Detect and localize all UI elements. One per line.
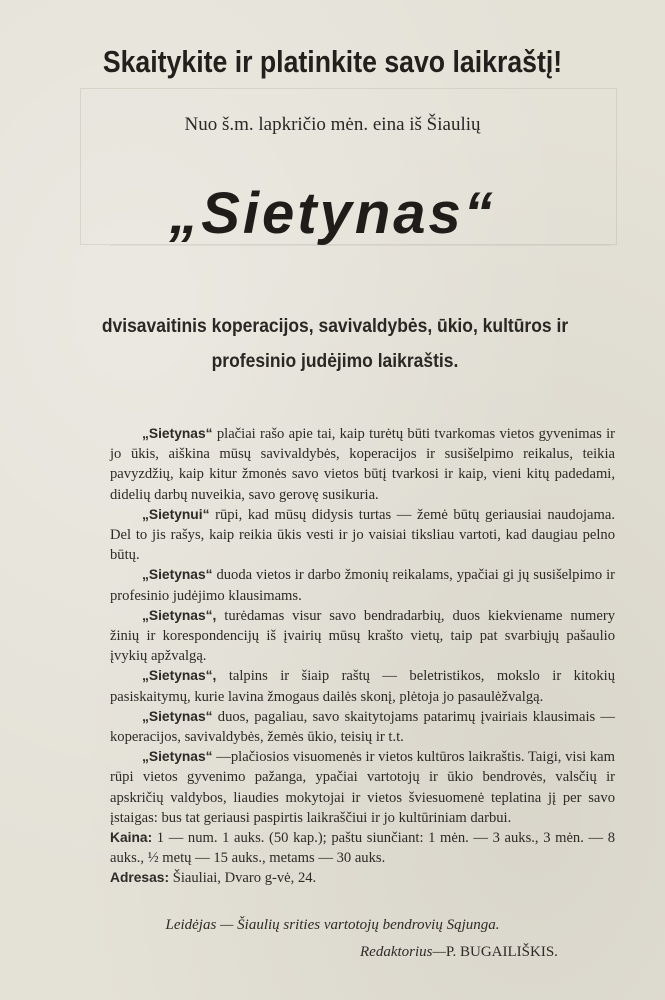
publisher-line: Leidėjas — Šiaulių srities vartotojų bendrovių Sąjunga. — [165, 917, 500, 933]
body-text — [110, 424, 615, 889]
paragraph-text: rūpi, kad mūsų didysis turtas — žemė būtų geriausiai naudojama. Del to jis rašys, kaip reikia ūkis vesti ir jo vaisiai tiksliau vartoti, kad daugiau pelno būtų. — [110, 506, 615, 564]
tagline: dvisavaitinis koperacijos, savivaldybės, ūkio, kultūros ir profesinio judėjimo laikraštis. — [101, 316, 569, 372]
paragraph — [110, 505, 615, 566]
paragraph-lead: „Sietynas“ — [142, 426, 213, 441]
paragraph-text: turėdamas visur savo bendradarbių, duos kiekviename numery žinių ir korespondencijų iš įvairių mūsų krašto vietų, taip pat svarbiųjų pašaulio įvykių apžvalgą. — [110, 607, 615, 665]
paragraph — [110, 424, 615, 505]
price-text: 1 — num. 1 auks. (50 kap.); paštu siunčiant: 1 mėn. — 3 auks., 3 mėn. — 8 auks., ½ metų — 15 auks., metams — 30 auks. — [110, 830, 615, 867]
address-text: Šiauliai, Dvaro g-vė, 24. — [169, 870, 317, 887]
subline: Nuo š.m. lapkričio mėn. eina iš Šiaulių — [184, 114, 481, 135]
paragraph — [110, 565, 615, 605]
paragraph-lead: „Sietynas“ — [142, 708, 213, 724]
headline: Skaitykite ir platinkite savo laikraštį! — [102, 44, 563, 79]
paragraph-lead: „Sietynas“, — [142, 668, 217, 684]
paragraph — [110, 666, 615, 706]
address-info — [110, 868, 615, 888]
address-label: Adresas: — [110, 870, 170, 886]
paragraph-lead: „Sietynui“ — [142, 506, 210, 522]
paragraph-text: duos, pagaliau, savo skaitytojams patarimų įvairiais klausimais — koperacijos, savivaldybės, žemės ūkio, teisių ir t.t. — [110, 708, 615, 746]
paragraph-text: talpins ir šiaip raštų — beletristikos, mokslo ir kitokių pasiskaitymų, kurie lavina žmogaus dailės skonį, plėtoja jo pasaulėžvalgą. — [110, 668, 615, 705]
paragraph-text: duoda vietos ir darbo žmonių reikalams, ypačiai gi jų susišelpimo ir profesinio judėjimo klausimams. — [110, 567, 615, 604]
editor-role: Redaktorius— — [360, 944, 446, 960]
paragraph-text: plačiai rašo apie tai, kaip turėtų būti tvarkomas vietos gyvenimas ir jo ūkis, aiškina mūsų savivaldybės, koperacijos ir susišelpimo reikalus, teikia pavyzdžių, kaip kitur žmonės savo vietos būtį tvarkosi ir kaip, vieni kitų padedami, didelių darbų nuveikia, savo gerovę susikuria. — [110, 426, 615, 503]
paragraph-lead: „Sietynas“ — [142, 567, 213, 583]
price-label: Kaina: — [110, 830, 153, 846]
paragraph-lead: „Sietynas“ — [142, 749, 213, 765]
paragraph — [110, 747, 615, 828]
price-info — [110, 828, 615, 868]
paragraph — [110, 606, 615, 667]
paragraph-text: —plačiosios visuomenės ir vietos kultūros laikraštis. Taigi, visi kam rūpi vietos gyvenimo pažanga, ypačiai vartotojų ir ūkio bendrovės, valsčių ir apskričių valdybos, liaudies mokytojai ir vietos šviesuomenė teplatina jį per savo įstaigas: bus tat geriausi paspirtis laikraščiui ir jo kultūriniam darbui. — [110, 749, 615, 826]
masthead-title: „Sietynas“ — [169, 181, 496, 246]
editor-name: P. BUGAILIŠKIS. — [445, 944, 558, 960]
paragraph-lead: „Sietynas“, — [142, 607, 217, 623]
editor-line — [360, 944, 558, 961]
paragraph — [110, 707, 615, 747]
